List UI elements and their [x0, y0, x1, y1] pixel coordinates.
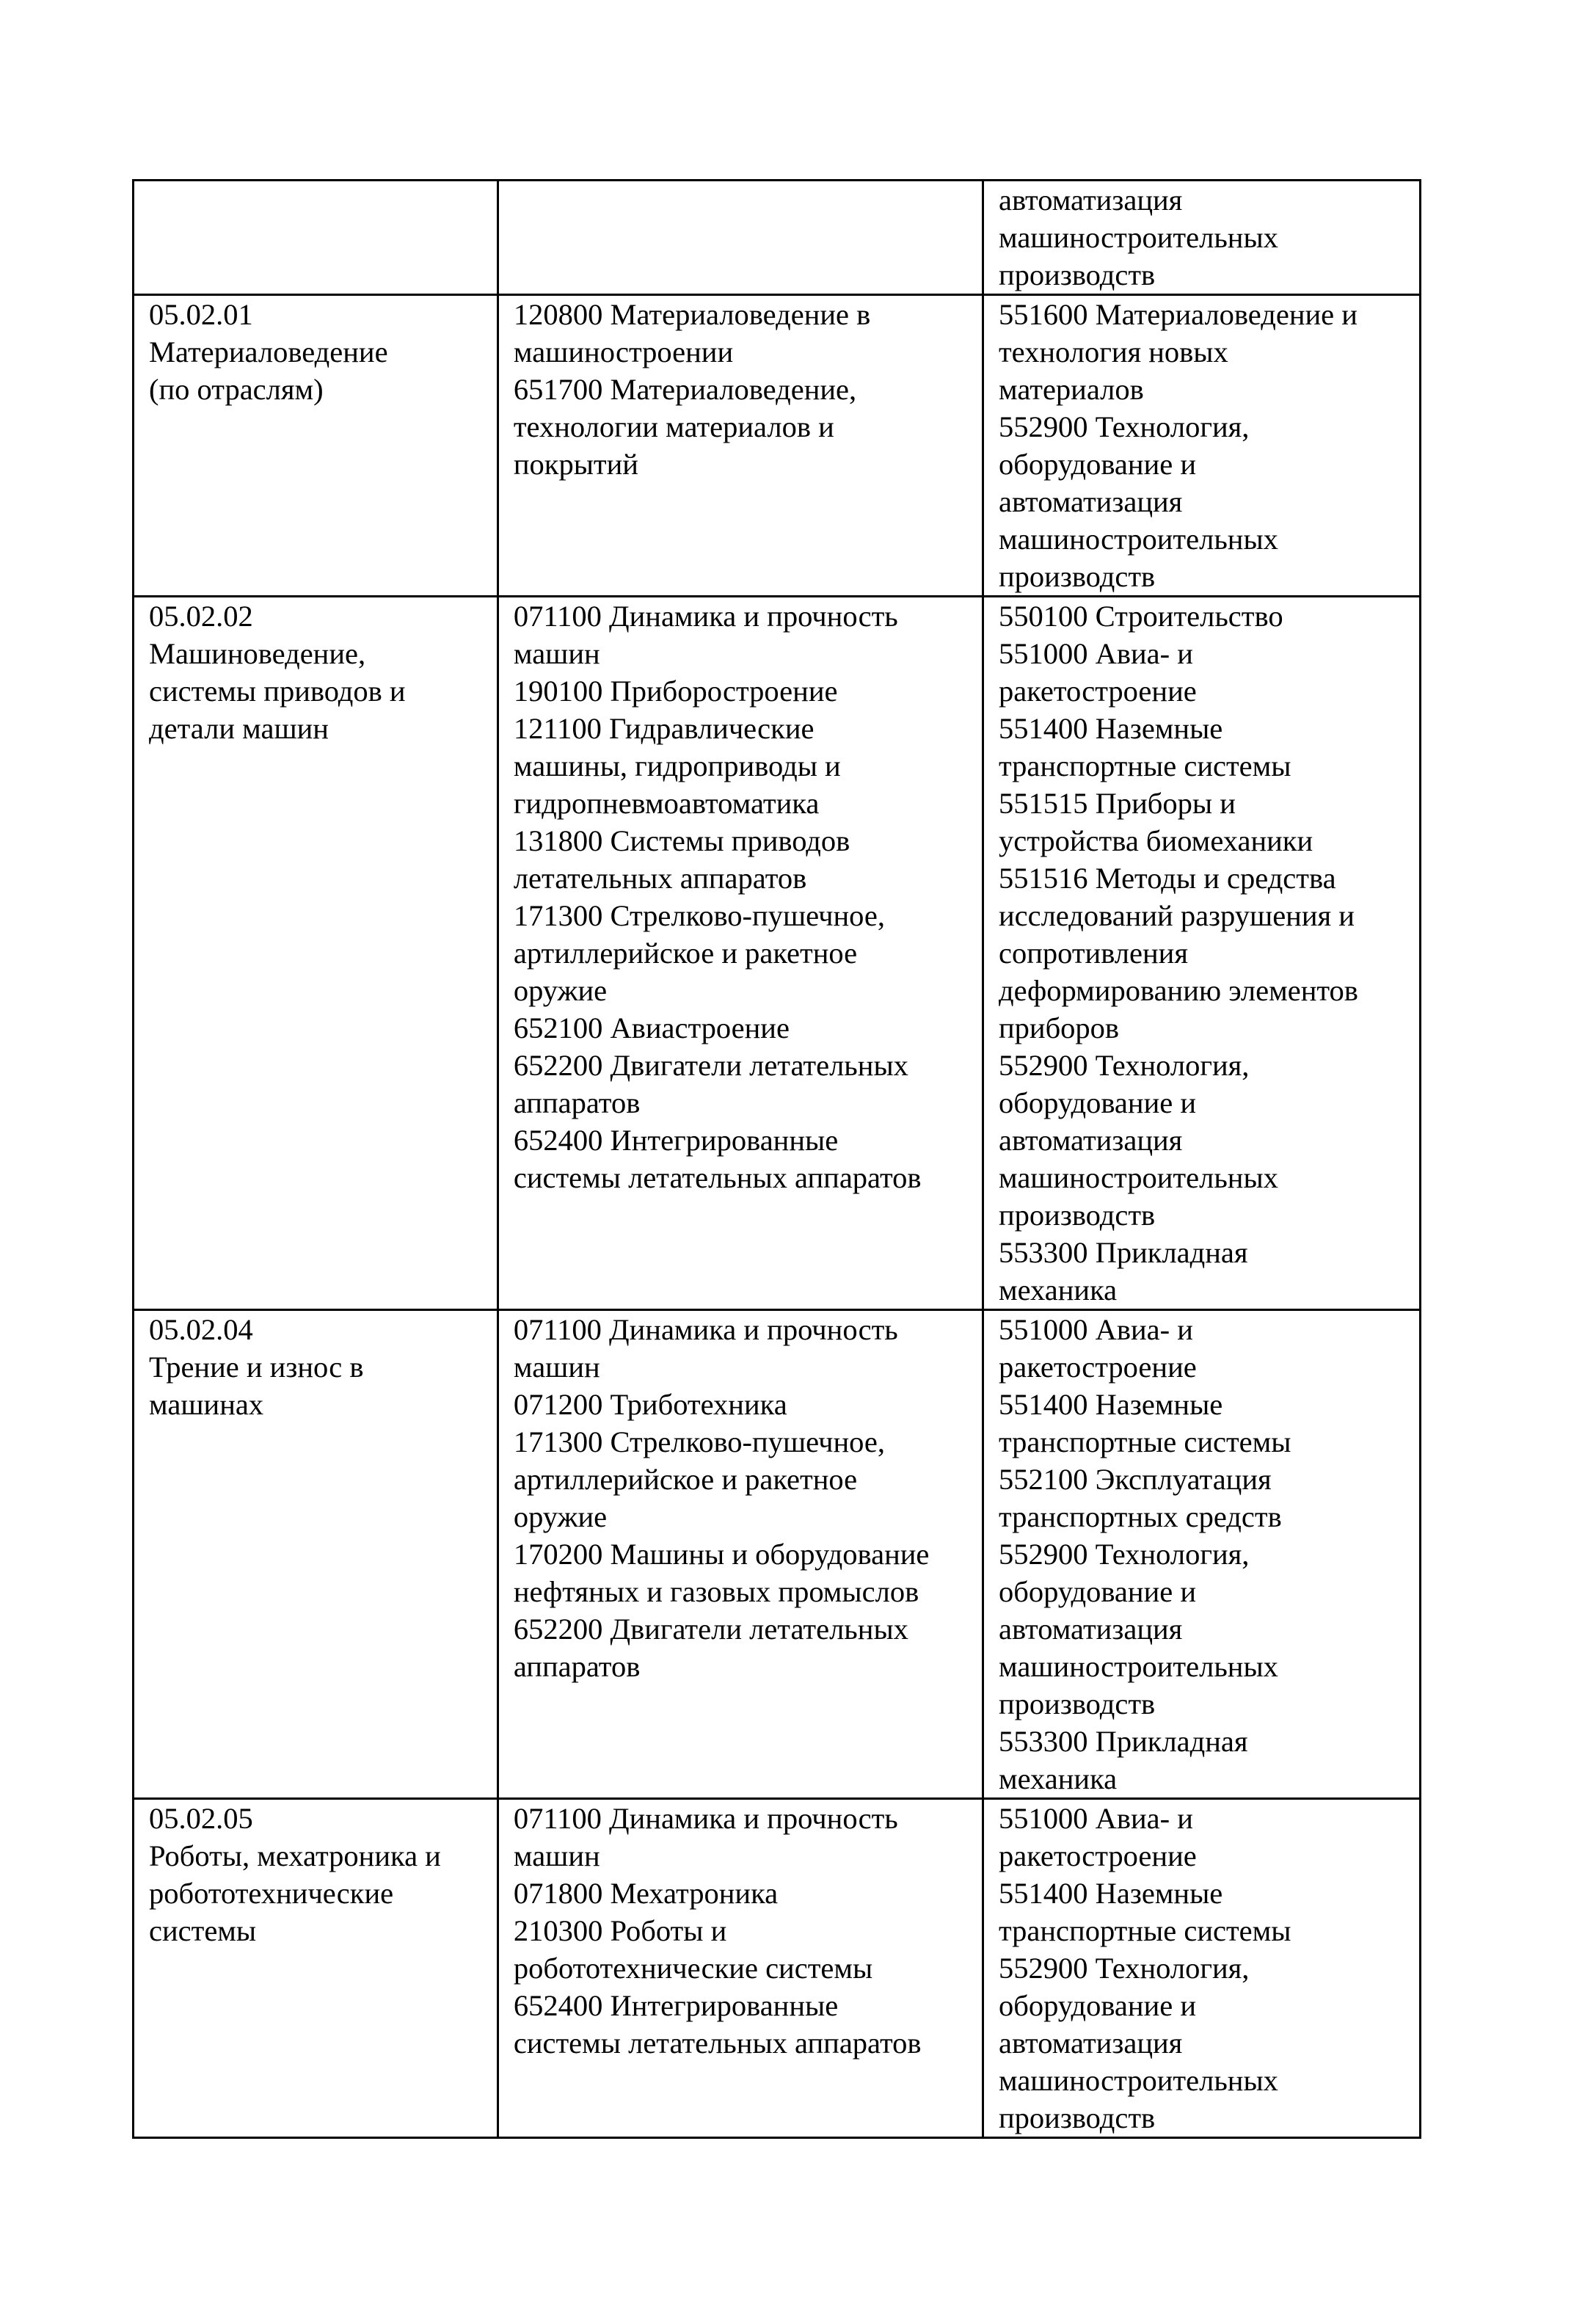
right-column-cell: 551600 Материаловедение и технология новых материалов 552900 Технология, оборудование и автоматизация машиностроительных производств [983, 295, 1420, 597]
right-column-cell: 551000 Авиа- и ракетостроение 551400 Наземные транспортные системы 552100 Эксплуатация транспортных средств 552900 Технология, оборудование и автоматизация машиностроительных производств 553300 Прикладная механика [983, 1310, 1420, 1799]
mid-column-cell: 071100 Динамика и прочность машин 190100 Приборостроение 121100 Гидравлические машины, гидроприводы и гидропневмоавтоматика 131800 Системы приводов летательных аппаратов 171300 Стрелково-пушечное, артиллерийское и ракетное оружие 652100 Авиастроение 652200 Двигатели летательных аппаратов 652400 Интегрированные системы летательных аппаратов [498, 597, 983, 1310]
specialty-code: 05.02.05 [149, 1802, 253, 1835]
right-column-cell: автоматизация машиностроительных производств [983, 181, 1420, 295]
specialty-cell [134, 181, 498, 295]
table-row [134, 295, 1421, 597]
specialty-code: 05.02.02 [149, 600, 253, 633]
specialty-cell [134, 1799, 498, 2138]
specialty-code: 05.02.01 [149, 298, 253, 331]
mid-column-cell: 071100 Динамика и прочность машин 071800 Мехатроника 210300 Роботы и робототехнические системы 652400 Интегрированные системы летательных аппаратов [498, 1799, 983, 2138]
right-column-cell: 551000 Авиа- и ракетостроение 551400 Наземные транспортные системы 552900 Технология, оборудование и автоматизация машиностроительных производств [983, 1799, 1420, 2138]
specialty-cell [134, 1310, 498, 1799]
mid-column-cell: 120800 Материаловедение в машиностроении 651700 Материаловедение, технологии материалов и покрытий [498, 295, 983, 597]
specialty-name: Трение и износ в машинах [149, 1351, 364, 1421]
specialty-name: Роботы, мехатроника и робототехнические системы [149, 1839, 441, 1947]
specialty-cell [134, 597, 498, 1310]
right-column-cell: 550100 Строительство 551000 Авиа- и ракетостроение 551400 Наземные транспортные системы 551515 Приборы и устройства биомеханики 551516 Методы и средства исследований разрушения и сопротивления деформированию элементов приборов 552900 Технология, оборудование и автоматизация машиностроительных производств 553300 Прикладная механика [983, 597, 1420, 1310]
mid-column-cell: 071100 Динамика и прочность машин 071200 Триботехника 171300 Стрелково-пушечное, артиллерийское и ракетное оружие 170200 Машины и оборудование нефтяных и газовых промыслов 652200 Двигатели летательных аппаратов [498, 1310, 983, 1799]
mid-column-cell [498, 181, 983, 295]
specialty-code: 05.02.04 [149, 1313, 253, 1346]
table-row [134, 1310, 1421, 1799]
table-row [134, 181, 1421, 295]
specialties-table [132, 179, 1421, 2139]
specialty-cell [134, 295, 498, 597]
table-row [134, 1799, 1421, 2138]
specialty-name: Машиноведение, системы приводов и детали машин [149, 637, 406, 745]
table-row [134, 597, 1421, 1310]
specialty-name: Материаловедение (по отраслям) [149, 335, 388, 406]
